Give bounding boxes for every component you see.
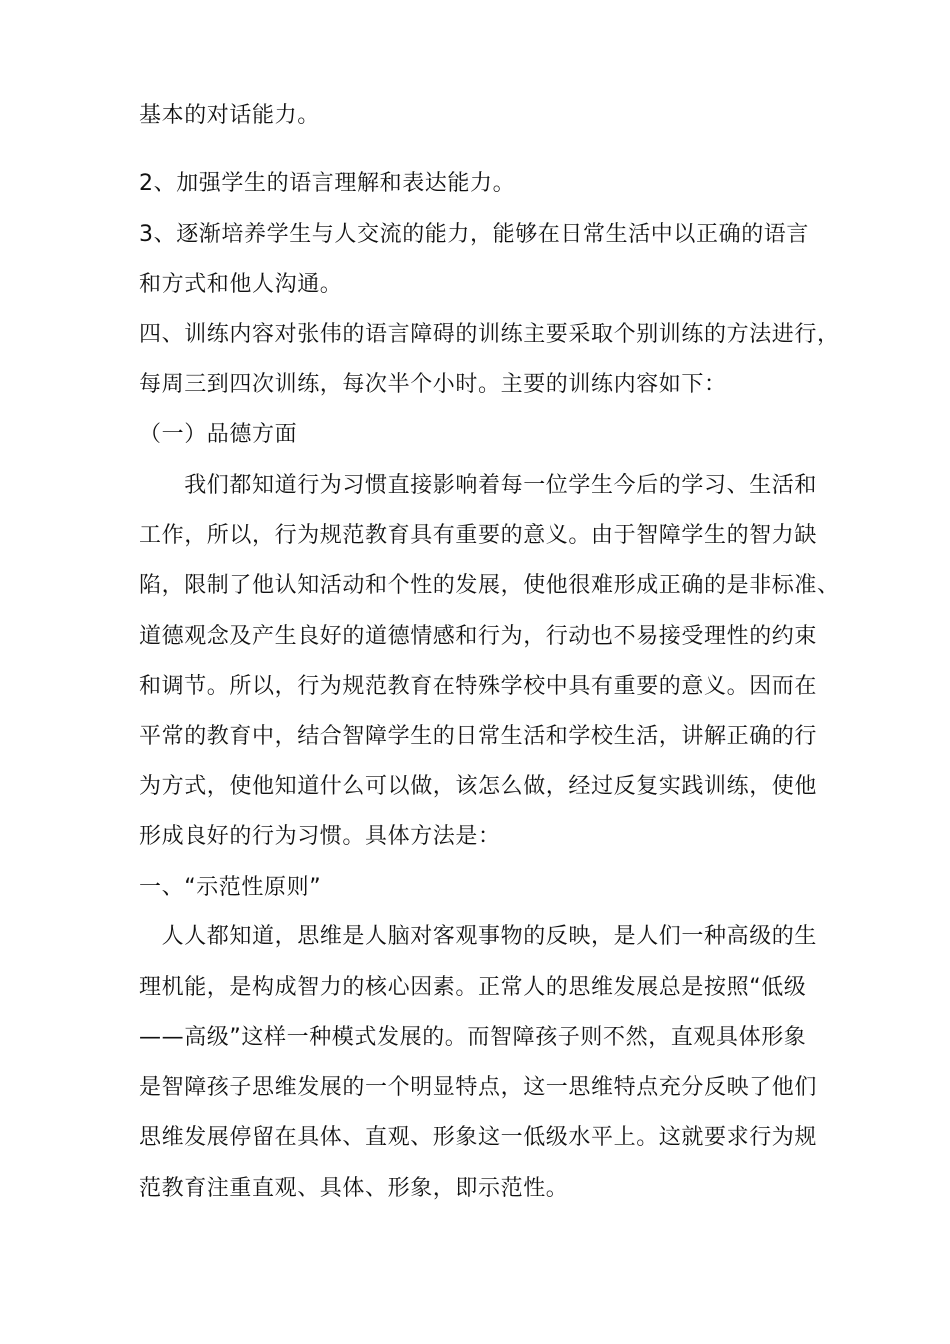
paragraph-line: 是智障孩子思维发展的一个明显特点，这一思维特点充分反映了他们 [139, 1075, 818, 1100]
paragraph-line: 我们都知道行为习惯直接影响着每一位学生今后的学习、生活和 [139, 473, 818, 498]
paragraph-line: 平常的教育中，结合智障学生的日常生活和学校生活，讲解正确的行 [139, 724, 818, 749]
list-item: 3、逐渐培养学生与人交流的能力，能够在日常生活中以正确的语言 [139, 222, 809, 247]
paragraph-line: 思维发展停留在具体、直观、形象这一低级水平上。这就要求行为规 [139, 1125, 818, 1150]
subsection-heading: （一）品德方面 [139, 422, 298, 447]
principle-heading: 一、“示范性原则” [139, 875, 322, 900]
list-item: 2、加强学生的语言理解和表达能力。 [139, 171, 516, 196]
paragraph-line: 形成良好的行为习惯。具体方法是： [139, 824, 501, 849]
paragraph-line: 范教育注重直观、具体、形象，即示范性。 [139, 1176, 569, 1201]
text-line: 每周三到四次训练，每次半个小时。主要的训练内容如下： [139, 372, 727, 397]
text-line: 基本的对话能力。 [139, 103, 320, 128]
paragraph-line: 工作，所以，行为规范教育具有重要的意义。由于智障学生的智力缺 [139, 523, 818, 548]
paragraph-line: 人人都知道，思维是人脑对客观事物的反映，是人们一种高级的生 [139, 924, 818, 949]
paragraph-line: ——高级”这样一种模式发展的。而智障孩子则不然，直观具体形象 [139, 1025, 807, 1050]
section-heading: 四、训练内容对张伟的语言障碍的训练主要采取个别训练的方法进行， [139, 322, 840, 347]
paragraph-line: 理机能，是构成智力的核心因素。正常人的思维发展总是按照“低级 [139, 975, 807, 1000]
text-line: 和方式和他人沟通。 [139, 272, 343, 297]
paragraph-line: 和调节。所以，行为规范教育在特殊学校中具有重要的意义。因而在 [139, 674, 818, 699]
paragraph-line: 道德观念及产生良好的道德情感和行为，行动也不易接受理性的约束 [139, 624, 818, 649]
paragraph-line: 为方式，使他知道什么可以做，该怎么做，经过反复实践训练，使他 [139, 774, 818, 799]
paragraph-line: 陷，限制了他认知活动和个性的发展，使他很难形成正确的是非标准、 [139, 573, 840, 598]
